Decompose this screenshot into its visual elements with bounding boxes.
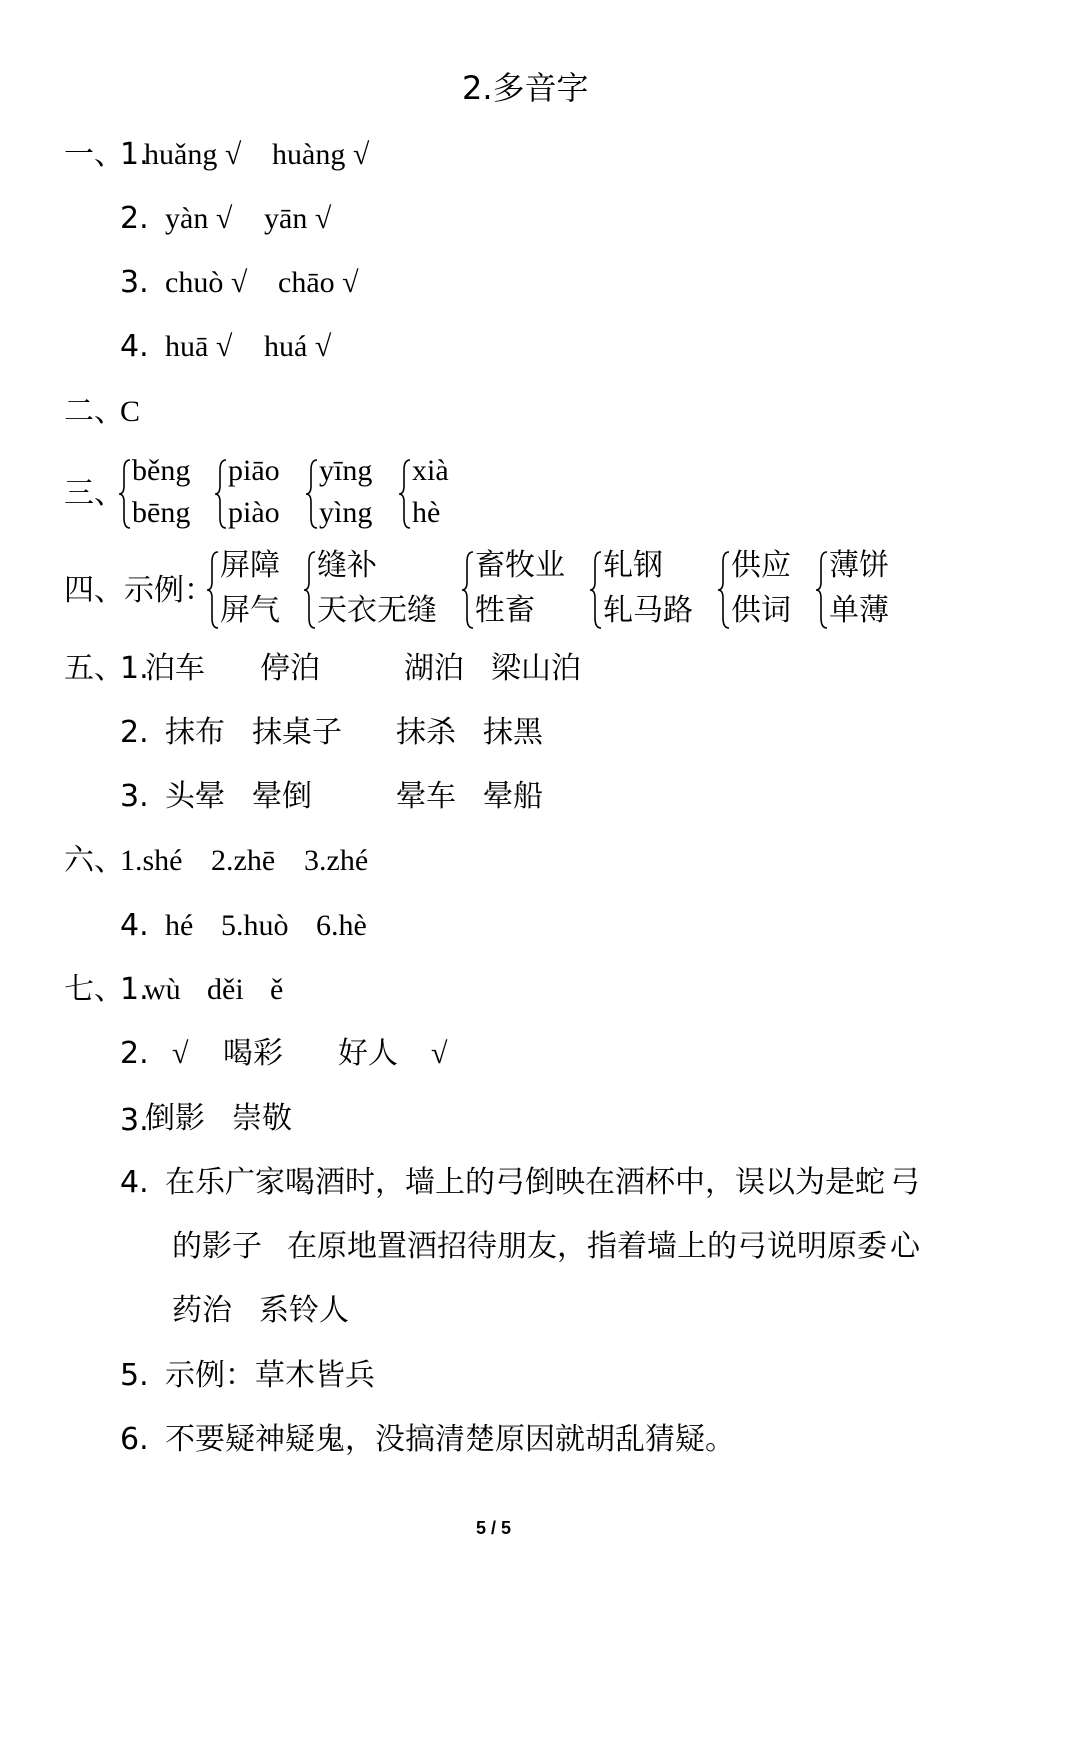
s5-q3-word3: 晕车 <box>396 779 456 814</box>
page-title: 2.多音字 <box>462 69 589 107</box>
s1-q1-num: 1. <box>120 137 149 172</box>
s6-answer-3: 3.zhé <box>304 844 369 877</box>
s4-pair3-bottom: 牲畜 <box>475 593 535 628</box>
s5-q2-word1: 抹布 <box>165 715 225 750</box>
s4-pair4-bottom: 轧马路 <box>603 593 693 628</box>
s4-pair6-top: 薄饼 <box>829 548 889 583</box>
s7-q6-num: 6. <box>120 1422 149 1457</box>
s3-pair3-top: yīng <box>319 454 373 487</box>
section-5-label: 五、 <box>64 651 124 686</box>
s3-brace-1 <box>118 458 132 530</box>
s7-q6-text: 不要疑神疑鬼，没搞清楚原因就胡乱猜疑。 <box>165 1422 735 1457</box>
s7-q4-line3a: 药治 <box>172 1293 232 1328</box>
s5-q3-word4: 晕船 <box>483 779 543 814</box>
s1-q4-answer-a: huā √ <box>165 330 233 363</box>
s6-answer-2: 2.zhē <box>211 844 276 877</box>
s1-q3-answer-a: chuò √ <box>165 266 248 299</box>
s4-pair1-top: 屏障 <box>220 548 280 583</box>
section-4-label: 四、示例： <box>64 573 214 608</box>
s7-q2-answer-a: √ <box>172 1037 189 1070</box>
s4-pair3-top: 畜牧业 <box>475 548 565 583</box>
s1-q2-answer-a: yàn √ <box>165 202 233 235</box>
s7-q1-answer-b: děi <box>207 973 244 1006</box>
s3-pair1-top: běng <box>132 454 191 487</box>
s6-answer-4-num: 4. <box>120 908 149 943</box>
section-6-label: 六、 <box>64 843 124 878</box>
s6-answer-5: 5.huò <box>221 909 289 942</box>
s1-q3-answer-b: chāo √ <box>278 266 359 299</box>
s4-pair2-top: 缝补 <box>317 548 377 583</box>
s1-q2-answer-b: yān √ <box>264 202 332 235</box>
s7-q4-line1-end: 弓 <box>890 1165 920 1200</box>
s7-q4-line1: 在乐广家喝酒时，墙上的弓倒映在酒杯中，误以为是蛇 <box>165 1165 885 1200</box>
s7-q4-line2: 的影子 <box>172 1229 262 1264</box>
s7-q2-answer-c: 好人 <box>338 1036 398 1071</box>
section-2-label: 二、 <box>64 394 124 429</box>
s7-q2-answer-d: √ <box>431 1037 448 1070</box>
s7-q3-answer-a: 倒影 <box>145 1101 205 1136</box>
s1-q3-num: 3. <box>120 265 149 300</box>
s5-q3-word2: 晕倒 <box>252 779 312 814</box>
s1-q1-answer-b: huàng √ <box>272 138 370 171</box>
s4-pair6-bottom: 单薄 <box>829 593 889 628</box>
s5-q2-word4: 抹黑 <box>483 715 543 750</box>
s6-answer-6: 6.hè <box>316 909 367 942</box>
s7-q2-num: 2. <box>120 1036 149 1071</box>
s4-pair4-top: 轧钢 <box>603 548 663 583</box>
s7-q4-line2b: 在原地置酒招待朋友，指着墙上的弓说明原委 <box>287 1229 887 1264</box>
s5-q1-num: 1. <box>120 651 149 686</box>
s5-q1-word3: 湖泊 <box>404 651 464 686</box>
s4-pair2-bottom: 天衣无缝 <box>317 593 437 628</box>
s7-q5-num: 5. <box>120 1358 149 1393</box>
s7-q4-line2-end: 心 <box>890 1229 920 1264</box>
section-1-label: 一、 <box>64 137 124 172</box>
s4-pair5-top: 供应 <box>731 548 791 583</box>
s7-q1-answer-c: ě <box>270 973 284 1006</box>
s7-q4-line3b: 系铃人 <box>259 1293 349 1328</box>
s3-brace-2 <box>214 458 228 530</box>
s5-q3-word1: 头晕 <box>165 779 225 814</box>
s1-q4-answer-b: huá √ <box>264 330 332 363</box>
section-7-label: 七、 <box>64 972 124 1007</box>
s7-q3-num: 3. <box>120 1103 149 1138</box>
s6-answer-4: hé <box>165 909 194 942</box>
page-indicator: 5 / 5 <box>476 1518 512 1538</box>
s4-pair5-bottom: 供词 <box>731 593 791 628</box>
s5-q3-num: 3. <box>120 779 149 814</box>
s3-brace-4 <box>398 458 412 530</box>
s7-q1-answer-a: wù <box>144 973 181 1006</box>
s3-pair3-bottom: yìng <box>319 496 373 529</box>
s3-pair2-top: piāo <box>228 454 280 487</box>
s7-q2-answer-b: 喝彩 <box>223 1036 283 1071</box>
s3-brace-3 <box>305 458 319 530</box>
s4-pair1-bottom: 屏气 <box>220 593 280 628</box>
s4-brace-2 <box>303 550 317 630</box>
s5-q1-word1: 泊车 <box>145 651 205 686</box>
s3-pair2-bottom: piào <box>228 496 280 529</box>
s5-q1-word4: 梁山泊 <box>491 651 581 686</box>
s4-brace-1 <box>206 550 220 630</box>
s1-q1-answer-a: huǎng √ <box>144 138 242 171</box>
s3-pair4-bottom: hè <box>412 496 441 529</box>
s7-q4-num: 4. <box>120 1165 149 1200</box>
s1-q2-num: 2. <box>120 201 149 236</box>
s4-brace-4 <box>589 550 603 630</box>
s7-q1-num: 1. <box>120 972 149 1007</box>
s5-q2-word3: 抹杀 <box>396 715 456 750</box>
s5-q2-word2: 抹桌子 <box>252 715 342 750</box>
section-3-label: 三、 <box>64 476 124 511</box>
s2-answer: C <box>120 395 141 428</box>
s1-q4-num: 4. <box>120 329 149 364</box>
s7-q5-text: 示例：草木皆兵 <box>165 1358 375 1393</box>
s3-pair1-bottom: bēng <box>132 496 191 529</box>
s4-brace-5 <box>717 550 731 630</box>
s5-q2-num: 2. <box>120 715 149 750</box>
s3-pair4-top: xià <box>412 454 449 487</box>
s7-q3-answer-b: 崇敬 <box>232 1101 292 1136</box>
s4-brace-6 <box>815 550 829 630</box>
s5-q1-word2: 停泊 <box>260 651 320 686</box>
s4-brace-3 <box>461 550 475 630</box>
s6-answer-1: 1.shé <box>120 844 183 877</box>
